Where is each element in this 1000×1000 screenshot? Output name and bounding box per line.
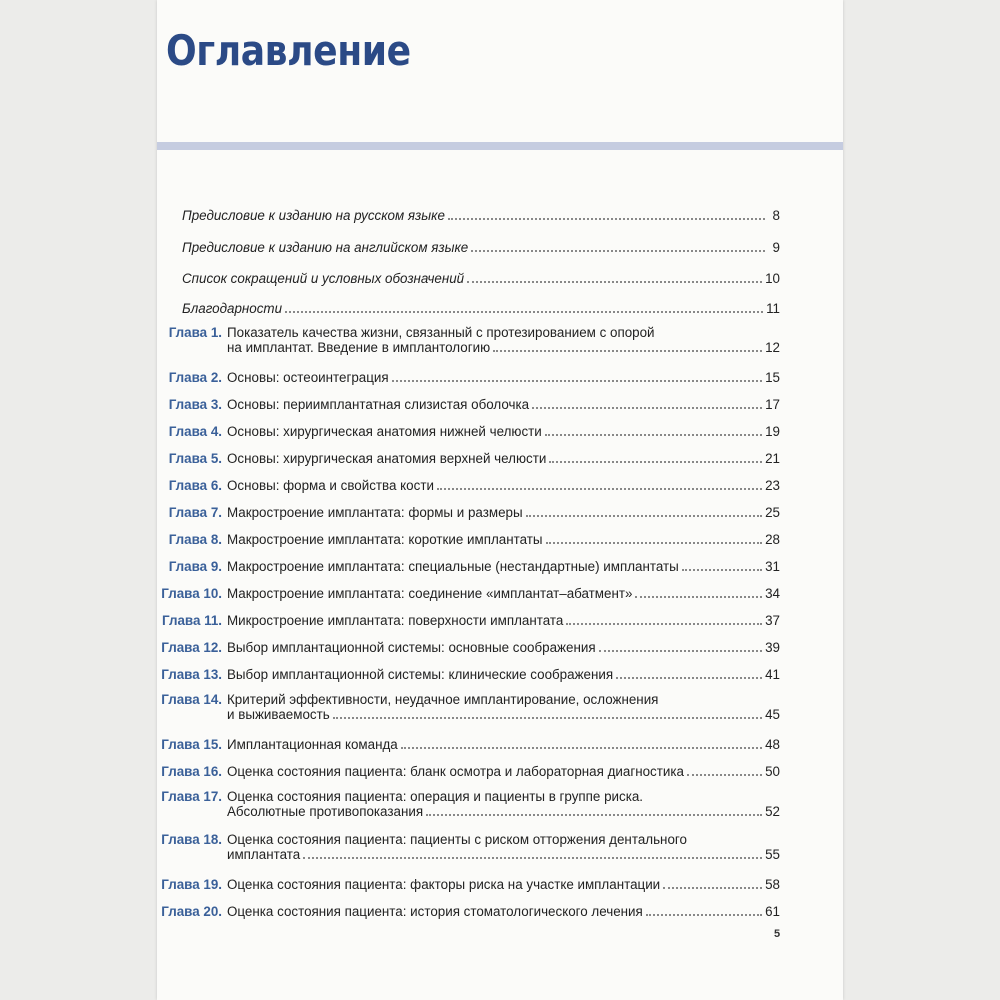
page-number: 11 [766,301,780,316]
chapter-title-line: Оценка состояния пациента: история стоматологического лечения [227,904,643,919]
chapter-title-line: имплантата [227,847,301,862]
page-number: 50 [765,764,780,779]
page-number: 41 [765,667,780,682]
page-number: 19 [765,424,780,439]
chapter-title-line: Абсолютные противопоказания [227,804,424,819]
chapter-number: Глава 9. [168,559,222,574]
toc-chapter-entry [160,832,780,862]
page-number: 15 [765,370,780,385]
page-number: 58 [765,877,780,892]
page-folio: 5 [774,928,781,940]
page-number: 10 [765,271,780,286]
page-number: 55 [765,847,780,862]
toc-chapter-entry [160,640,780,655]
page-number: 34 [765,586,780,601]
toc-chapter-entry [160,737,780,752]
dot-leader [663,886,762,889]
chapter-title-line: Показатель качества жизни, связанный с протезированием с опорой [227,325,655,340]
chapter-number: Глава 7. [168,505,222,520]
toc-chapter-entry [160,478,780,493]
dot-leader [545,433,762,436]
dot-leader [549,460,762,463]
chapter-title-line: Макростроение имплантата: соединение «имплантат–абатмент» [227,586,633,601]
dot-leader [687,773,762,776]
dot-leader [471,249,765,252]
toc-frontmatter-entry [160,301,780,316]
chapter-title-line: Основы: остеоинтеграция [227,370,389,385]
toc-chapter-entry [160,877,780,892]
page-number: 45 [765,707,780,722]
page-title: Оглавление [166,26,411,75]
toc-chapter-entry [160,559,780,574]
toc-chapter-entry [160,789,780,819]
page-number: 37 [765,613,780,628]
dot-leader [635,595,762,598]
chapter-title-line: Макростроение имплантата: короткие имплантаты [227,532,543,547]
dot-leader [401,746,762,749]
chapter-title-line: Основы: периимплантатная слизистая оболочка [227,397,530,412]
chapter-title-line: Список сокращений и условных обозначений [182,271,465,286]
chapter-title-line: Оценка состояния пациента: пациенты с риском отторжения дентального [227,832,687,847]
chapter-number: Глава 10. [161,586,222,601]
chapter-number: Глава 17. [161,789,222,804]
toc-chapter-entry [160,325,780,355]
dot-leader [646,913,762,916]
dot-leader [682,568,762,571]
chapter-number: Глава 11. [162,613,222,628]
page-number: 61 [765,904,780,919]
chapter-title-line: Макростроение имплантата: формы и размеры [227,505,523,520]
toc-chapter-entry [160,586,780,601]
chapter-title-line: на имплантат. Введение в имплантологию [227,340,491,355]
page-number: 48 [765,737,780,752]
dot-leader [303,856,762,859]
chapter-number: Глава 3. [168,397,222,412]
chapter-title-line: Оценка состояния пациента: факторы риска на участке имплантации [227,877,661,892]
dot-leader [532,406,762,409]
dot-leader [285,310,763,313]
dot-leader [448,217,765,220]
toc-chapter-entry [160,692,780,722]
chapter-number: Глава 16. [161,764,222,779]
dot-leader [599,649,763,652]
dot-leader [526,514,763,517]
toc-chapter-entry [160,667,780,682]
dot-leader [616,676,762,679]
page-number: 8 [772,208,780,223]
page-number: 31 [765,559,780,574]
chapter-title-line: и выживаемость [227,707,330,722]
page-number: 17 [765,397,780,412]
chapter-number: Глава 18. [161,832,222,847]
chapter-number: Глава 20. [161,904,222,919]
chapter-number: Глава 15. [161,737,222,752]
chapter-title-line: Оценка состояния пациента: бланк осмотра и лабораторная диагностика [227,764,684,779]
chapter-number: Глава 2. [168,370,222,385]
toc-chapter-entry [160,904,780,919]
chapter-number: Глава 6. [168,478,222,493]
chapter-title-line: Предисловие к изданию на русском языке [182,208,445,223]
page-number: 39 [765,640,780,655]
chapter-number: Глава 19. [161,877,222,892]
toc-chapter-entry [160,532,780,547]
toc-chapter-entry [160,505,780,520]
dot-leader [493,349,762,352]
chapter-number: Глава 5. [168,451,222,466]
toc-frontmatter-entry [160,271,780,286]
page-number: 25 [765,505,780,520]
toc-chapter-entry [160,764,780,779]
chapter-title-line: Основы: хирургическая анатомия нижней челюсти [227,424,542,439]
chapter-number: Глава 13. [161,667,222,682]
chapter-title-line: Основы: хирургическая анатомия верхней челюсти [227,451,547,466]
chapter-title-line: Оценка состояния пациента: операция и пациенты в группе риска. [227,789,644,804]
toc-frontmatter-entry [160,240,780,255]
chapter-number: Глава 12. [161,640,222,655]
dot-leader [426,813,762,816]
page-number: 12 [765,340,780,355]
chapter-title-line: Макростроение имплантата: специальные (нестандартные) имплантаты [227,559,679,574]
toc-chapter-entry [160,397,780,412]
toc-chapter-entry [160,451,780,466]
dot-leader [392,379,762,382]
chapter-title-line: Микростроение имплантата: поверхности имплантата [227,613,564,628]
chapter-title-line: Критерий эффективности, неудачное имплантирование, осложнения [227,692,659,707]
chapter-title-line: Предисловие к изданию на английском языке [182,240,469,255]
chapter-title-line: Благодарности [182,301,283,316]
dot-leader [546,541,763,544]
toc-chapter-entry [160,613,780,628]
dot-leader [437,487,762,490]
chapter-title-line: Имплантационная команда [227,737,398,752]
page-number: 28 [765,532,780,547]
chapter-number: Глава 14. [161,692,222,707]
dot-leader [333,716,762,719]
page-number: 9 [772,240,780,255]
chapter-number: Глава 1. [168,325,222,340]
toc-chapter-entry [160,370,780,385]
chapter-title-line: Основы: форма и свойства кости [227,478,434,493]
dot-leader [467,280,762,283]
page-number: 21 [765,451,780,466]
dot-leader [566,622,762,625]
chapter-title-line: Выбор имплантационной системы: клинические соображения [227,667,614,682]
chapter-title-line: Выбор имплантационной системы: основные соображения [227,640,596,655]
page-number: 23 [765,478,780,493]
chapter-number: Глава 8. [168,532,222,547]
page-number: 52 [765,804,780,819]
toc-frontmatter-entry [160,208,780,223]
chapter-number: Глава 4. [168,424,222,439]
toc-chapter-entry [160,424,780,439]
